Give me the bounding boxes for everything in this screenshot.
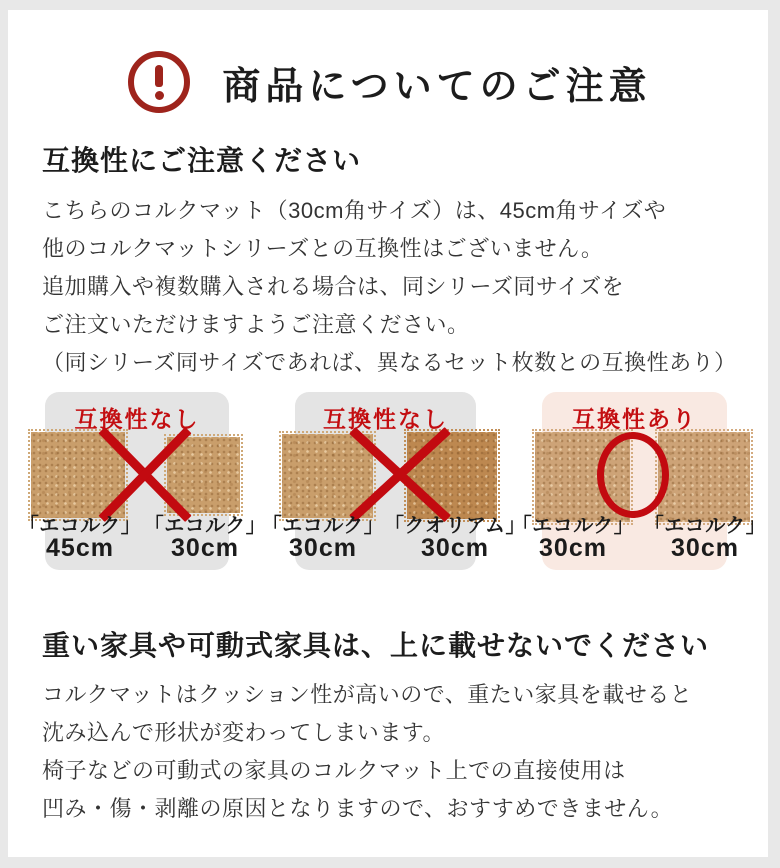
compatibility-text-line: （同シリーズ同サイズであれば、異なるセット枚数との互換性あり） — [42, 350, 737, 375]
cross-mark-icon — [352, 430, 447, 518]
cork-mat-image — [658, 432, 750, 522]
furniture-section — [42, 626, 738, 828]
mat-label: 「エコルク」 30cm — [261, 515, 385, 563]
panel-title: 互換性あり — [572, 406, 697, 432]
panel-no-compat-series — [261, 392, 527, 570]
furniture-text-line: 凹み・傷・剥離の原因となりますので、おすすめできません。 — [42, 796, 674, 821]
panel-no-compat-45-vs-30 — [18, 392, 267, 570]
panel-title: 互換性なし — [323, 406, 448, 432]
mat-label: 「エコルク」 30cm — [511, 515, 635, 563]
panel-title: 互換性なし — [74, 406, 200, 432]
exclamation-circle-icon — [128, 51, 190, 113]
compatibility-heading: 互換性にご注意ください — [42, 145, 362, 176]
furniture-text-line: コルクマットはクッション性が高いので、重たい家具を載せると — [42, 682, 693, 707]
mat-label: 「エコルク」 45cm — [18, 515, 142, 563]
circle-mark-icon — [597, 432, 669, 518]
compatibility-text-line: こちらのコルクマット（30cm角サイズ）は、45cm角サイズや — [42, 198, 667, 223]
page-title: 商品についてのご注意 — [222, 65, 652, 108]
mat-label: 「エコルク」 30cm — [143, 515, 267, 563]
compatibility-text-line: 他のコルクマットシリーズとの互換性はございません。 — [42, 236, 604, 261]
compatibility-panels — [18, 392, 767, 570]
furniture-text-line: 椅子などの可動式の家具のコルクマット上での直接使用は — [42, 758, 626, 783]
mat-label: 「エコルク」 30cm — [643, 515, 767, 563]
page-header — [42, 50, 738, 114]
compatibility-text-line: 追加購入や複数購入される場合は、同シリーズ同サイズを — [42, 274, 625, 299]
furniture-text-line: 沈み込んで形状が変わってしまいます。 — [42, 720, 446, 745]
panel-compat-ok — [511, 392, 767, 570]
compatibility-text-line: ご注文いただけますようご注意ください。 — [42, 312, 470, 337]
notice-card — [8, 10, 768, 857]
furniture-heading: 重い家具や可動式家具は、上に載せないでください — [42, 630, 710, 661]
cross-mark-icon — [102, 430, 188, 518]
mat-label: 「クオリアム」 30cm — [383, 515, 527, 563]
